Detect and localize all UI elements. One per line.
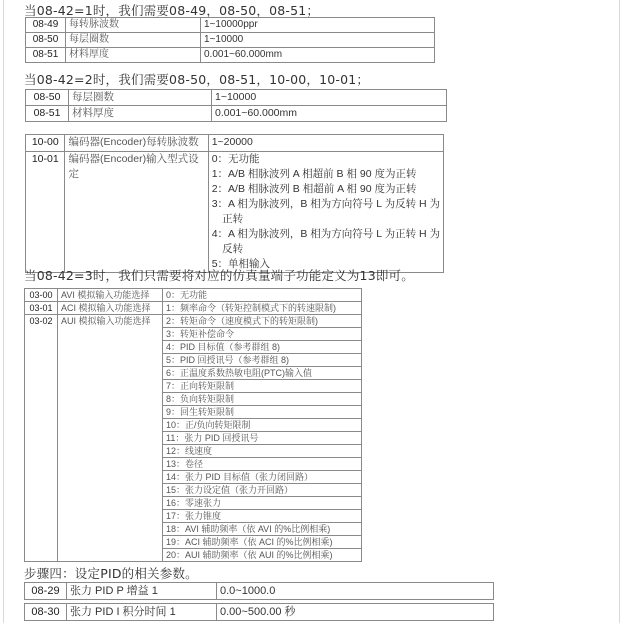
table-row: [26, 152, 444, 273]
table-row: [26, 135, 444, 152]
param-table-section2: [25, 89, 447, 122]
param-code: 08-49: [26, 18, 66, 33]
table-row: [25, 289, 362, 302]
option-line: 反转: [211, 243, 244, 255]
param-option: 18：AVI 辅助频率（依 AVI 的%比例相乘): [163, 523, 362, 536]
table-row: [25, 583, 494, 600]
param-option: 2：转矩命令（速度模式下的转矩限制): [163, 315, 362, 328]
param-name: 材料厚度: [69, 106, 212, 122]
param-option: 7：正向转矩限制: [163, 380, 362, 393]
option-line: 5：单相输入: [211, 258, 271, 270]
param-code: 03-02: [25, 315, 58, 562]
param-range: 0.0~1000.0: [217, 583, 494, 600]
analog-input-table: [24, 288, 362, 562]
param-code: 03-01: [25, 302, 58, 315]
option-line: 4：A 相为脉波列，B 相为方向符号 L 为正转 H 为: [211, 228, 440, 240]
param-option: 15：张力设定值（张力开回路）: [163, 484, 362, 497]
param-option: 8：负向转矩限制: [163, 393, 362, 406]
param-range: 0.001~60.000mm: [201, 48, 435, 63]
page-left-border: [3, 0, 4, 623]
param-option: 9：回生转矩限制: [163, 406, 362, 419]
table-row: [25, 315, 362, 328]
param-option: 10：正/负向转矩限制: [163, 419, 362, 432]
param-option: 12：线速度: [163, 445, 362, 458]
param-table-section1: [25, 17, 435, 63]
option-line: 3：A 相为脉波列，B 相为方向符号 L 为反转 H 为: [211, 198, 440, 210]
param-name: AVI 模拟输入功能选择: [58, 289, 163, 302]
param-option: 13：卷径: [163, 458, 362, 471]
param-option: 4：PID 目标值（参考群组 8): [163, 341, 362, 354]
param-code: 08-29: [25, 583, 67, 600]
table-row: [26, 48, 435, 63]
param-name: ACI 模拟输入功能选择: [58, 302, 163, 315]
param-range: 1~20000: [208, 135, 443, 152]
section1-heading: 当08-42=1时，我们需要08-49，08-50，08-51；: [24, 3, 320, 18]
param-option: 16：零速张力: [163, 497, 362, 510]
param-option: 1：频率命令（转矩控制模式下的转速限制): [163, 302, 362, 315]
param-option: 3：转矩补偿命令: [163, 328, 362, 341]
param-code: 08-50: [26, 33, 66, 48]
option-line: 正转: [211, 213, 244, 225]
param-name: 材料厚度: [66, 48, 201, 63]
table-row: [26, 106, 447, 122]
param-option: 5：PID 回授讯号（参考群组 8): [163, 354, 362, 367]
param-name: 张力 PID I 积分时间 1: [67, 604, 217, 621]
param-code: 08-50: [26, 90, 69, 106]
section3-heading: 当08-42=3时，我们只需要将对应的仿真量端子功能定义为13即可。: [24, 268, 414, 283]
param-option: 14：张力 PID 目标值（张力闭回路）: [163, 471, 362, 484]
encoder-param-table: [25, 134, 444, 273]
param-option: 19：ACI 辅助频率（依 ACI 的%比例相乘): [163, 536, 362, 549]
param-code: 08-51: [26, 48, 66, 63]
param-code: 10-01: [26, 152, 65, 273]
param-range: 0.00~500.00 秒: [217, 604, 494, 621]
param-name: 编码器(Encoder)每转脉波数: [65, 135, 208, 152]
param-range: 1~10000ppr: [201, 18, 435, 33]
param-range: 0.001~60.000mm: [212, 106, 447, 122]
param-range: 1~10000: [212, 90, 447, 106]
param-name: 每转脉波数: [66, 18, 201, 33]
table-row: [25, 302, 362, 315]
param-option: 0：无功能: [163, 289, 362, 302]
param-option: 6：正温度系数热敏电阻(PTC)输入值: [163, 367, 362, 380]
param-code: 08-30: [25, 604, 67, 621]
param-name: 编码器(Encoder)输入型式设定: [65, 152, 208, 273]
param-range: 1~10000: [201, 33, 435, 48]
param-name: 每层圈数: [69, 90, 212, 106]
param-option: 17：张力锥度: [163, 510, 362, 523]
param-name: AUI 模拟输入功能选择: [58, 315, 163, 562]
option-line: 0：无功能: [211, 153, 260, 165]
param-code: 08-51: [26, 106, 69, 122]
section4-heading: 步骤四：设定PID的相关参数。: [24, 566, 198, 581]
param-name: 张力 PID P 增益 1: [67, 583, 217, 600]
param-code: 03-00: [25, 289, 58, 302]
param-option: 11：张力 PID 回授讯号: [163, 432, 362, 445]
param-code: 10-00: [26, 135, 65, 152]
table-row: [26, 33, 435, 48]
table-row: [26, 18, 435, 33]
table-row: [25, 604, 494, 621]
option-line: 2：A/B 相脉波列 B 相超前 A 相 90 度为正转: [211, 183, 417, 195]
option-line: 1：A/B 相脉波列 A 相超前 B 相 90 度为正转: [211, 168, 417, 180]
param-options: [208, 152, 443, 273]
table-row: [26, 90, 447, 106]
page-right-border: [619, 0, 620, 623]
param-name: 每层圈数: [66, 33, 201, 48]
section2-heading: 当08-42=2时，我们需要08-50，08-51，10-00，10-01；: [24, 72, 370, 87]
param-option: 20：AUI 辅助频率（依 AUI 的%比例相乘): [163, 549, 362, 562]
pid-param-table: [24, 582, 494, 621]
